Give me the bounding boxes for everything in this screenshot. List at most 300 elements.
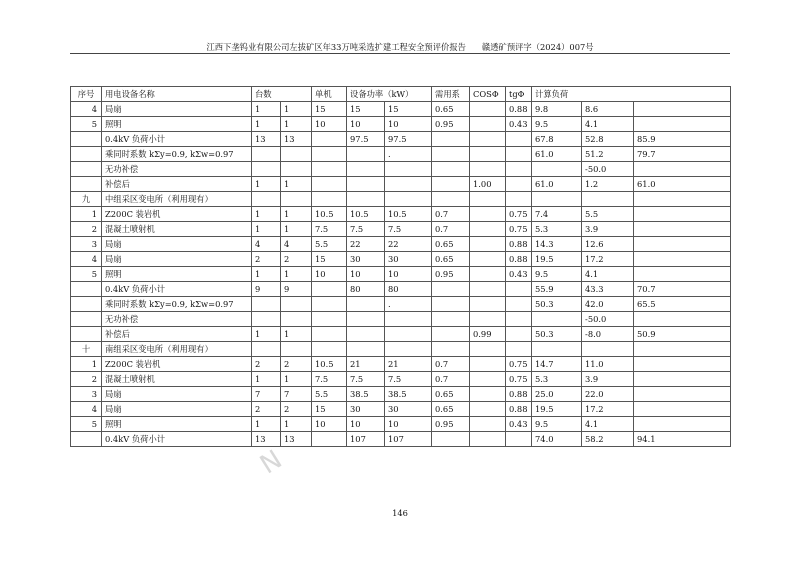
equipment-name-cell: Z200C 装岩机 xyxy=(102,357,252,372)
table-row xyxy=(71,177,731,192)
table-cell xyxy=(432,282,470,297)
table-cell xyxy=(634,162,731,177)
table-cell xyxy=(470,342,506,357)
table-cell xyxy=(252,312,281,327)
table-cell: 17.2 xyxy=(582,252,634,267)
table-cell xyxy=(470,312,506,327)
table-cell xyxy=(470,192,506,207)
table-cell xyxy=(347,162,385,177)
row-number-cell xyxy=(71,327,102,342)
table-header-row xyxy=(71,87,731,102)
equipment-name-cell: Z200C 装岩机 xyxy=(102,207,252,222)
table-cell xyxy=(312,432,347,447)
table-cell: 0.95 xyxy=(432,267,470,282)
table-cell: 1 xyxy=(281,207,312,222)
table-cell: 9.5 xyxy=(532,267,582,282)
table-cell: 107 xyxy=(347,432,385,447)
table-cell: 0.65 xyxy=(432,102,470,117)
table-cell: 74.0 xyxy=(532,432,582,447)
table-cell: 0.7 xyxy=(432,372,470,387)
table-cell: 0.43 xyxy=(506,267,532,282)
table-cell: 1 xyxy=(281,327,312,342)
table-cell xyxy=(432,177,470,192)
table-cell xyxy=(634,117,731,132)
table-cell: 10 xyxy=(385,267,432,282)
row-number-cell xyxy=(71,297,102,312)
table-row xyxy=(71,252,731,267)
row-number-cell xyxy=(71,132,102,147)
table-cell: 22 xyxy=(347,237,385,252)
table-cell xyxy=(281,342,312,357)
table-cell: 3.9 xyxy=(582,372,634,387)
table-cell: 1 xyxy=(252,372,281,387)
table-cell xyxy=(470,117,506,132)
table-cell xyxy=(312,327,347,342)
table-cell: 10 xyxy=(385,417,432,432)
table-cell xyxy=(385,162,432,177)
table-cell: 15 xyxy=(312,252,347,267)
table-cell: 43.3 xyxy=(582,282,634,297)
table-cell xyxy=(385,342,432,357)
table-cell: 0.65 xyxy=(432,252,470,267)
table-cell: -50.0 xyxy=(582,162,634,177)
table-cell: 13 xyxy=(252,132,281,147)
table-cell: 17.2 xyxy=(582,402,634,417)
table-cell: 10 xyxy=(385,117,432,132)
equipment-name-cell: 乘同时系数 kΣy=0.9, kΣw=0.97 xyxy=(102,147,252,162)
table-cell xyxy=(312,162,347,177)
table-cell: 19.5 xyxy=(532,252,582,267)
table-cell: 0.65 xyxy=(432,402,470,417)
table-cell xyxy=(634,192,731,207)
table-cell: 1 xyxy=(281,102,312,117)
table-cell: 0.75 xyxy=(506,372,532,387)
table-cell xyxy=(634,357,731,372)
table-cell: 97.5 xyxy=(347,132,385,147)
table-cell: 80 xyxy=(347,282,385,297)
table-cell: 1 xyxy=(252,267,281,282)
equipment-name-cell: 补偿后 xyxy=(102,327,252,342)
table-cell: 1 xyxy=(252,222,281,237)
table-cell: 7.5 xyxy=(347,222,385,237)
table-cell: 0.7 xyxy=(432,357,470,372)
table-cell: 7.5 xyxy=(312,372,347,387)
table-cell: 10.5 xyxy=(312,357,347,372)
table-cell: 0.88 xyxy=(506,237,532,252)
page-header xyxy=(70,41,730,53)
table-cell xyxy=(312,177,347,192)
table-cell: 15 xyxy=(312,102,347,117)
table-cell xyxy=(470,207,506,222)
table-cell: 10.5 xyxy=(385,207,432,222)
table-cell: 1 xyxy=(281,372,312,387)
equipment-name-cell: 0.4kV 负荷小计 xyxy=(102,282,252,297)
equipment-name-cell: 局扇 xyxy=(102,102,252,117)
report-title: 江西下垄钨业有限公司左拔矿区年33万吨采选扩建工程安全预评价报告 xyxy=(206,42,466,52)
table-cell xyxy=(385,312,432,327)
table-cell: 25.0 xyxy=(532,387,582,402)
table-cell: 50.3 xyxy=(532,327,582,342)
equipment-name-cell: 照明 xyxy=(102,417,252,432)
table-row xyxy=(71,312,731,327)
table-cell: 2 xyxy=(252,357,281,372)
row-number-cell: 2 xyxy=(71,372,102,387)
table-cell: 30 xyxy=(385,402,432,417)
equipment-name-cell: 照明 xyxy=(102,117,252,132)
table-cell: 10.5 xyxy=(312,207,347,222)
table-row xyxy=(71,102,731,117)
table-cell: 50.3 xyxy=(532,297,582,312)
header-rule xyxy=(70,53,730,54)
table-cell: 11.0 xyxy=(582,357,634,372)
table-cell: 15 xyxy=(312,402,347,417)
table-cell: 5.3 xyxy=(532,372,582,387)
table-cell xyxy=(281,162,312,177)
table-cell: . xyxy=(385,297,432,312)
table-cell: 55.9 xyxy=(532,282,582,297)
table-cell: 67.8 xyxy=(532,132,582,147)
table-cell: 2 xyxy=(281,357,312,372)
table-cell xyxy=(470,252,506,267)
table-cell: 0.7 xyxy=(432,222,470,237)
table-cell xyxy=(470,147,506,162)
table-cell: 30 xyxy=(347,402,385,417)
table-cell xyxy=(506,312,532,327)
header-cell: 单机 xyxy=(312,87,347,102)
table-cell xyxy=(506,147,532,162)
table-cell xyxy=(506,297,532,312)
table-cell: 0.88 xyxy=(506,387,532,402)
equipment-name-cell: 局扇 xyxy=(102,387,252,402)
table-cell xyxy=(347,327,385,342)
table-cell xyxy=(470,282,506,297)
table-row xyxy=(71,237,731,252)
header-cell: 需用系 xyxy=(432,87,470,102)
table-cell xyxy=(470,102,506,117)
table-cell: 1 xyxy=(252,117,281,132)
table-cell: 61.0 xyxy=(532,147,582,162)
table-cell: 9.8 xyxy=(532,102,582,117)
table-cell xyxy=(432,132,470,147)
table-cell: 5.5 xyxy=(312,387,347,402)
table-row xyxy=(71,342,731,357)
header-cell: 计算负荷 xyxy=(532,87,731,102)
equipment-name-cell: 中组采区变电所（利用现有） xyxy=(102,192,252,207)
table-row xyxy=(71,192,731,207)
equipment-name-cell: 乘同时系数 kΣy=0.9, kΣw=0.97 xyxy=(102,297,252,312)
table-cell: 0.43 xyxy=(506,417,532,432)
table-cell: 4 xyxy=(252,237,281,252)
table-cell: 14.3 xyxy=(532,237,582,252)
table-cell: 9.5 xyxy=(532,417,582,432)
table-cell: . xyxy=(385,147,432,162)
table-cell: 70.7 xyxy=(634,282,731,297)
table-cell: 7.4 xyxy=(532,207,582,222)
table-cell xyxy=(634,267,731,282)
row-number-cell: 十 xyxy=(71,342,102,357)
row-number-cell: 3 xyxy=(71,237,102,252)
table-cell xyxy=(506,342,532,357)
table-cell: 52.8 xyxy=(582,132,634,147)
table-cell: 9 xyxy=(281,282,312,297)
table-cell: 0.75 xyxy=(506,222,532,237)
table-cell: 21 xyxy=(385,357,432,372)
table-cell xyxy=(506,177,532,192)
table-cell xyxy=(470,297,506,312)
table-cell xyxy=(470,267,506,282)
table-cell xyxy=(312,312,347,327)
table-cell: 13 xyxy=(281,132,312,147)
table-cell xyxy=(281,297,312,312)
table-cell: 1 xyxy=(281,117,312,132)
table-cell xyxy=(312,342,347,357)
equipment-name-cell: 局扇 xyxy=(102,402,252,417)
table-cell xyxy=(506,432,532,447)
table-cell: -50.0 xyxy=(582,312,634,327)
table-cell: 58.2 xyxy=(582,432,634,447)
table-cell: 14.7 xyxy=(532,357,582,372)
table-row xyxy=(71,432,731,447)
table-cell xyxy=(312,297,347,312)
load-calculation-table xyxy=(70,86,731,447)
table-cell: 1 xyxy=(281,417,312,432)
table-row xyxy=(71,132,731,147)
table-cell: 50.9 xyxy=(634,327,731,342)
table-cell: 0.65 xyxy=(432,237,470,252)
row-number-cell: 2 xyxy=(71,222,102,237)
table-cell: 12.6 xyxy=(582,237,634,252)
table-cell: 7 xyxy=(281,387,312,402)
table-cell xyxy=(532,342,582,357)
table-cell: 0.95 xyxy=(432,417,470,432)
table-cell xyxy=(312,282,347,297)
row-number-cell: 1 xyxy=(71,357,102,372)
row-number-cell xyxy=(71,312,102,327)
table-cell xyxy=(312,147,347,162)
table-cell xyxy=(347,177,385,192)
table-cell xyxy=(252,342,281,357)
table-row xyxy=(71,297,731,312)
table-cell xyxy=(385,192,432,207)
table-cell: 0.88 xyxy=(506,102,532,117)
table-cell xyxy=(252,162,281,177)
watermark: N xyxy=(255,444,288,481)
table-cell: 1 xyxy=(252,417,281,432)
row-number-cell: 九 xyxy=(71,192,102,207)
table-cell: 1.2 xyxy=(582,177,634,192)
table-cell: 21 xyxy=(347,357,385,372)
table-cell: 0.75 xyxy=(506,207,532,222)
table-cell xyxy=(532,192,582,207)
table-cell xyxy=(634,237,731,252)
table-row xyxy=(71,117,731,132)
table-cell: 9 xyxy=(252,282,281,297)
table-cell: 2 xyxy=(281,402,312,417)
table-cell xyxy=(470,222,506,237)
table-cell: 1.00 xyxy=(470,177,506,192)
equipment-name-cell: 补偿后 xyxy=(102,177,252,192)
table-cell: 51.2 xyxy=(582,147,634,162)
equipment-name-cell: 0.4kV 负荷小计 xyxy=(102,132,252,147)
table-cell xyxy=(281,312,312,327)
table-cell: 8.6 xyxy=(582,102,634,117)
table-row xyxy=(71,387,731,402)
row-number-cell: 4 xyxy=(71,252,102,267)
row-number-cell: 1 xyxy=(71,207,102,222)
table-cell: 10 xyxy=(312,267,347,282)
table-row xyxy=(71,357,731,372)
table-cell: 10 xyxy=(347,267,385,282)
header-cell: 台数 xyxy=(252,87,312,102)
table-cell: 38.5 xyxy=(385,387,432,402)
table-cell xyxy=(634,252,731,267)
table-row xyxy=(71,372,731,387)
table-cell: 22 xyxy=(385,237,432,252)
equipment-name-cell: 照明 xyxy=(102,267,252,282)
table-row xyxy=(71,147,731,162)
row-number-cell: 4 xyxy=(71,102,102,117)
table-cell xyxy=(470,402,506,417)
header-cell: 序号 xyxy=(71,87,102,102)
table-cell: 0.95 xyxy=(432,117,470,132)
table-row xyxy=(71,222,731,237)
table-cell xyxy=(432,192,470,207)
table-cell xyxy=(252,297,281,312)
table-cell xyxy=(347,312,385,327)
table-cell: 94.1 xyxy=(634,432,731,447)
table-cell: 10 xyxy=(347,417,385,432)
table-cell xyxy=(506,162,532,177)
table-cell: 13 xyxy=(281,432,312,447)
row-number-cell xyxy=(71,162,102,177)
table-cell xyxy=(634,207,731,222)
table-cell xyxy=(432,162,470,177)
table-row xyxy=(71,282,731,297)
table-row xyxy=(71,402,731,417)
table-row xyxy=(71,162,731,177)
equipment-name-cell: 无功补偿 xyxy=(102,162,252,177)
row-number-cell xyxy=(71,282,102,297)
table-cell xyxy=(347,147,385,162)
table-cell: 7.5 xyxy=(385,222,432,237)
table-cell: 13 xyxy=(252,432,281,447)
table-cell: 5.3 xyxy=(532,222,582,237)
table-cell xyxy=(634,222,731,237)
table-cell: 107 xyxy=(385,432,432,447)
table-cell xyxy=(312,192,347,207)
table-cell: 1 xyxy=(281,267,312,282)
header-cell: tgΦ xyxy=(506,87,532,102)
table-cell: 9.5 xyxy=(532,117,582,132)
row-number-cell xyxy=(71,177,102,192)
table-cell: 1 xyxy=(252,207,281,222)
table-cell xyxy=(347,192,385,207)
table-cell xyxy=(634,417,731,432)
equipment-name-cell: 南组采区变电所（利用现有） xyxy=(102,342,252,357)
table-cell xyxy=(281,147,312,162)
row-number-cell: 5 xyxy=(71,267,102,282)
table-cell xyxy=(532,162,582,177)
row-number-cell: 3 xyxy=(71,387,102,402)
table-cell xyxy=(432,312,470,327)
table-cell: 1 xyxy=(281,177,312,192)
document-number: 赣透矿预评字（2024）007号 xyxy=(481,42,594,52)
table-cell xyxy=(506,132,532,147)
table-cell: 3.9 xyxy=(582,222,634,237)
table-cell: 7 xyxy=(252,387,281,402)
table-cell: 1 xyxy=(252,327,281,342)
table-cell: 4.1 xyxy=(582,417,634,432)
table-cell: 1 xyxy=(252,102,281,117)
table-cell: 10 xyxy=(312,117,347,132)
table-cell: 19.5 xyxy=(532,402,582,417)
table-cell xyxy=(582,192,634,207)
table-cell xyxy=(432,342,470,357)
table-cell xyxy=(634,342,731,357)
table-cell xyxy=(506,282,532,297)
row-number-cell: 4 xyxy=(71,402,102,417)
table-cell xyxy=(432,297,470,312)
table-cell xyxy=(634,387,731,402)
table-cell xyxy=(470,357,506,372)
row-number-cell xyxy=(71,147,102,162)
table-cell: 4.1 xyxy=(582,267,634,282)
table-cell: 30 xyxy=(385,252,432,267)
table-cell: 15 xyxy=(385,102,432,117)
table-cell: 30 xyxy=(347,252,385,267)
row-number-cell: 5 xyxy=(71,117,102,132)
table-cell xyxy=(312,132,347,147)
table-cell xyxy=(470,132,506,147)
table-cell: 1 xyxy=(252,177,281,192)
equipment-name-cell: 混凝土喷射机 xyxy=(102,372,252,387)
equipment-name-cell: 局扇 xyxy=(102,252,252,267)
table-cell: 4.1 xyxy=(582,117,634,132)
table-cell: 80 xyxy=(385,282,432,297)
table-cell xyxy=(506,327,532,342)
table-cell xyxy=(470,162,506,177)
table-cell xyxy=(634,372,731,387)
table-cell: 85.9 xyxy=(634,132,731,147)
table-cell: 0.99 xyxy=(470,327,506,342)
table-cell xyxy=(470,372,506,387)
table-cell: 61.0 xyxy=(532,177,582,192)
equipment-name-cell: 无功补偿 xyxy=(102,312,252,327)
table-cell: 79.7 xyxy=(634,147,731,162)
table-cell xyxy=(252,192,281,207)
table-cell: 38.5 xyxy=(347,387,385,402)
table-cell xyxy=(470,432,506,447)
table-cell xyxy=(582,342,634,357)
table-row xyxy=(71,207,731,222)
table-cell xyxy=(432,327,470,342)
header-cell: 设备功率（kW） xyxy=(347,87,432,102)
page-number: 146 xyxy=(392,508,408,518)
header-cell: 用电设备名称 xyxy=(102,87,252,102)
table-cell: 0.75 xyxy=(506,357,532,372)
table-cell xyxy=(432,432,470,447)
equipment-name-cell: 0.4kV 负荷小计 xyxy=(102,432,252,447)
table-row xyxy=(71,327,731,342)
table-cell: 10 xyxy=(312,417,347,432)
table-cell xyxy=(634,402,731,417)
table-cell xyxy=(347,297,385,312)
table-cell: 7.5 xyxy=(312,222,347,237)
table-cell: -8.0 xyxy=(582,327,634,342)
table-cell: 15 xyxy=(347,102,385,117)
table-cell xyxy=(470,237,506,252)
table-cell xyxy=(634,312,731,327)
